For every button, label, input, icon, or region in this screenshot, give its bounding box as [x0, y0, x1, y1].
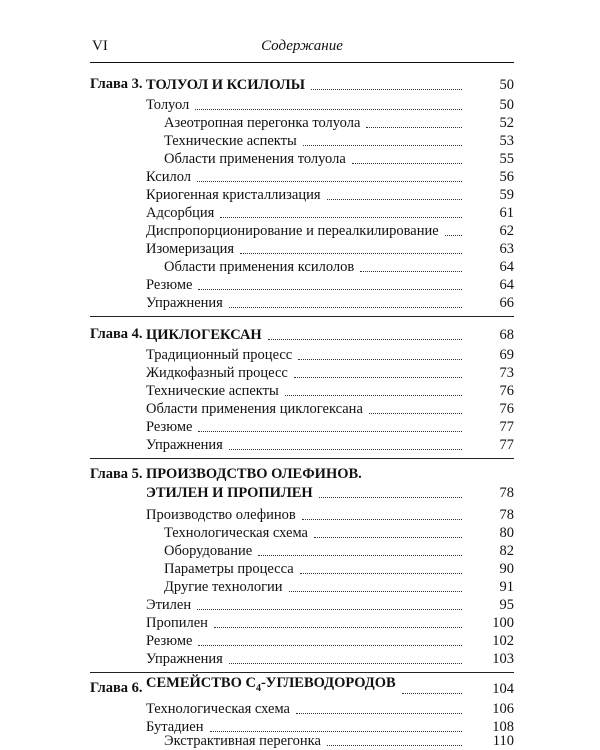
toc-entry[interactable] — [164, 524, 468, 542]
toc-entry[interactable] — [146, 400, 468, 418]
entry-title: Резюме — [146, 633, 193, 649]
leader-dots — [285, 394, 462, 396]
toc-entry[interactable] — [164, 258, 468, 276]
chapter-title — [146, 674, 396, 698]
chapter-page: 78 — [499, 485, 514, 501]
leader-dots — [327, 744, 462, 746]
entry-title: Упражнения — [146, 651, 223, 667]
entry-page: 100 — [492, 615, 514, 631]
entry-title: Криогенная кристаллизация — [146, 187, 321, 203]
leader-dots — [229, 448, 462, 450]
toc-entry[interactable] — [164, 560, 468, 578]
leader-dots — [198, 288, 462, 290]
toc-chapter-6[interactable] — [146, 675, 468, 698]
entry-page: 66 — [499, 295, 514, 311]
entry-title: Технологическая схема — [164, 525, 308, 541]
entry-page: 73 — [499, 365, 514, 381]
leader-dots — [311, 88, 462, 90]
entry-page: 50 — [499, 97, 514, 113]
chapter-title-prefix: СЕМЕЙСТВО С — [146, 675, 256, 692]
chapter-title-suffix: -УГЛЕВОДОРОДОВ — [260, 675, 396, 692]
entry-page: 76 — [499, 401, 514, 417]
entry-title: Другие технологии — [164, 579, 283, 595]
chapter-page: 50 — [499, 77, 514, 93]
leader-dots — [327, 198, 462, 200]
entry-page: 106 — [492, 701, 514, 717]
entry-title: Технические аспекты — [164, 133, 297, 149]
entry-page: 64 — [499, 259, 514, 275]
entry-title: Оборудование — [164, 543, 253, 559]
entry-page: 52 — [499, 115, 514, 131]
toc-entry[interactable] — [146, 596, 468, 614]
toc-chapter-4[interactable] — [146, 326, 468, 344]
header-rule — [90, 62, 514, 63]
entry-title: Этилен — [146, 597, 192, 613]
leader-dots — [314, 536, 462, 538]
toc-entry[interactable] — [164, 578, 468, 596]
entry-title: Традиционный процесс — [146, 347, 293, 363]
toc-entry[interactable] — [164, 132, 468, 150]
toc-entry[interactable] — [146, 436, 468, 454]
toc-entry[interactable] — [146, 382, 468, 400]
toc-entry[interactable] — [146, 222, 468, 240]
leader-dots — [445, 234, 462, 236]
toc-entry[interactable] — [146, 96, 468, 114]
toc-entry[interactable] — [164, 150, 468, 168]
entry-page: 78 — [499, 507, 514, 523]
entry-title: Технические аспекты — [146, 383, 279, 399]
entry-title: Азеотропная перегонка толуола — [164, 115, 361, 131]
entry-title: Области применения циклогексана — [146, 401, 363, 417]
toc-entry[interactable] — [146, 346, 468, 364]
entry-title: Резюме — [146, 419, 193, 435]
leader-dots — [229, 662, 462, 664]
leader-dots — [197, 180, 462, 182]
leader-dots — [198, 644, 462, 646]
entry-page: 108 — [492, 719, 514, 735]
entry-title: Технологическая схема — [146, 701, 290, 717]
chapter-label: Глава 4. — [90, 326, 143, 342]
entry-title: Резюме — [146, 277, 193, 293]
entry-title: Пропилен — [146, 615, 208, 631]
entry-page: 62 — [499, 223, 514, 239]
entry-page: 91 — [499, 579, 514, 595]
toc-entry[interactable] — [146, 418, 468, 436]
chapter-divider — [90, 316, 514, 317]
running-head — [92, 38, 512, 58]
entry-page: 55 — [499, 151, 514, 167]
entry-page: 77 — [499, 437, 514, 453]
toc-entry[interactable] — [146, 506, 468, 524]
entry-page: 63 — [499, 241, 514, 257]
entry-page: 80 — [499, 525, 514, 541]
toc-entry[interactable] — [164, 542, 468, 560]
running-head-title: Содержание — [261, 38, 343, 54]
entry-page: 102 — [492, 633, 514, 649]
entry-page: 76 — [499, 383, 514, 399]
entry-title: Упражнения — [146, 437, 223, 453]
entry-page: 77 — [499, 419, 514, 435]
toc-entry[interactable] — [146, 364, 468, 382]
leader-dots — [360, 270, 462, 272]
entry-page: 56 — [499, 169, 514, 185]
entry-title: Диспропорционирование и переалкилирование — [146, 223, 439, 239]
toc-entry[interactable] — [146, 700, 468, 718]
entry-title: Области применения ксилолов — [164, 259, 355, 275]
entry-title: Изомеризация — [146, 241, 235, 257]
toc-chapter-3[interactable] — [146, 76, 468, 94]
leader-dots — [303, 144, 462, 146]
chapter-page: 68 — [499, 327, 514, 343]
chapter-page: 104 — [492, 681, 514, 697]
toc-entry[interactable] — [164, 114, 468, 132]
entry-page: 90 — [499, 561, 514, 577]
toc-entry[interactable] — [146, 276, 468, 294]
chapter-label: Глава 3. — [90, 76, 143, 92]
chapter-title-subscript: 4 — [255, 683, 261, 694]
entry-page: 59 — [499, 187, 514, 203]
entry-title: Ксилол — [146, 169, 192, 185]
chapter-title: ЦИКЛОГЕКСАН — [146, 327, 262, 343]
chapter-title-line2: ЭТИЛЕН И ПРОПИЛЕН — [146, 485, 313, 501]
leader-dots — [366, 126, 462, 128]
toc-entry[interactable] — [146, 168, 468, 186]
leader-dots — [294, 376, 462, 378]
chapter-label: Глава 5. — [90, 466, 143, 482]
entry-page: 53 — [499, 133, 514, 149]
entry-page: 69 — [499, 347, 514, 363]
leader-dots — [296, 712, 462, 714]
leader-dots — [240, 252, 462, 254]
toc-entry[interactable] — [146, 650, 468, 668]
leader-dots — [198, 430, 462, 432]
entry-page: 61 — [499, 205, 514, 221]
entry-title: Упражнения — [146, 295, 223, 311]
leader-dots — [319, 496, 462, 498]
toc-entry[interactable] — [146, 294, 468, 312]
chapter-label: Глава 6. — [90, 680, 143, 696]
entry-title: Адсорбция — [146, 205, 215, 221]
entry-title: Жидкофазный процесс — [146, 365, 288, 381]
entry-page: 82 — [499, 543, 514, 559]
toc-entry[interactable] — [146, 204, 468, 222]
leader-dots — [402, 692, 462, 694]
leader-dots — [220, 216, 462, 218]
toc-chapter-5[interactable] — [146, 484, 468, 502]
leader-dots — [369, 412, 462, 414]
chapter-title: ТОЛУОЛ И КСИЛОЛЫ — [146, 77, 305, 93]
leader-dots — [302, 518, 462, 520]
toc-entry[interactable] — [146, 240, 468, 258]
page-number: VI — [92, 38, 108, 54]
entry-page: 103 — [492, 651, 514, 667]
leader-dots — [229, 306, 462, 308]
leader-dots — [268, 338, 462, 340]
chapter-title-line1: ПРОИЗВОДСТВО ОЛЕФИНОВ. — [146, 466, 362, 482]
leader-dots — [195, 108, 462, 110]
chapter-divider — [90, 458, 514, 459]
leader-dots — [214, 626, 462, 628]
leader-dots — [298, 358, 462, 360]
leader-dots — [352, 162, 462, 164]
chapter-divider — [90, 672, 514, 673]
entry-title: Бутадиен — [146, 719, 204, 735]
entry-page: 110 — [492, 733, 514, 749]
toc-entry[interactable] — [146, 186, 468, 204]
leader-dots — [197, 608, 462, 610]
entry-title: Параметры процесса — [164, 561, 294, 577]
entry-title: Толуол — [146, 97, 190, 113]
entry-title: Производство олефинов — [146, 507, 296, 523]
entry-page: 95 — [499, 597, 514, 613]
toc-entry[interactable] — [146, 632, 468, 650]
leader-dots — [300, 572, 462, 574]
leader-dots — [289, 590, 462, 592]
entry-page: 64 — [499, 277, 514, 293]
entry-title: Области применения толуола — [164, 151, 346, 167]
toc-entry[interactable] — [164, 732, 468, 750]
entry-title: Экстрактивная перегонка — [164, 733, 321, 749]
toc-entry[interactable] — [146, 614, 468, 632]
leader-dots — [258, 554, 462, 556]
